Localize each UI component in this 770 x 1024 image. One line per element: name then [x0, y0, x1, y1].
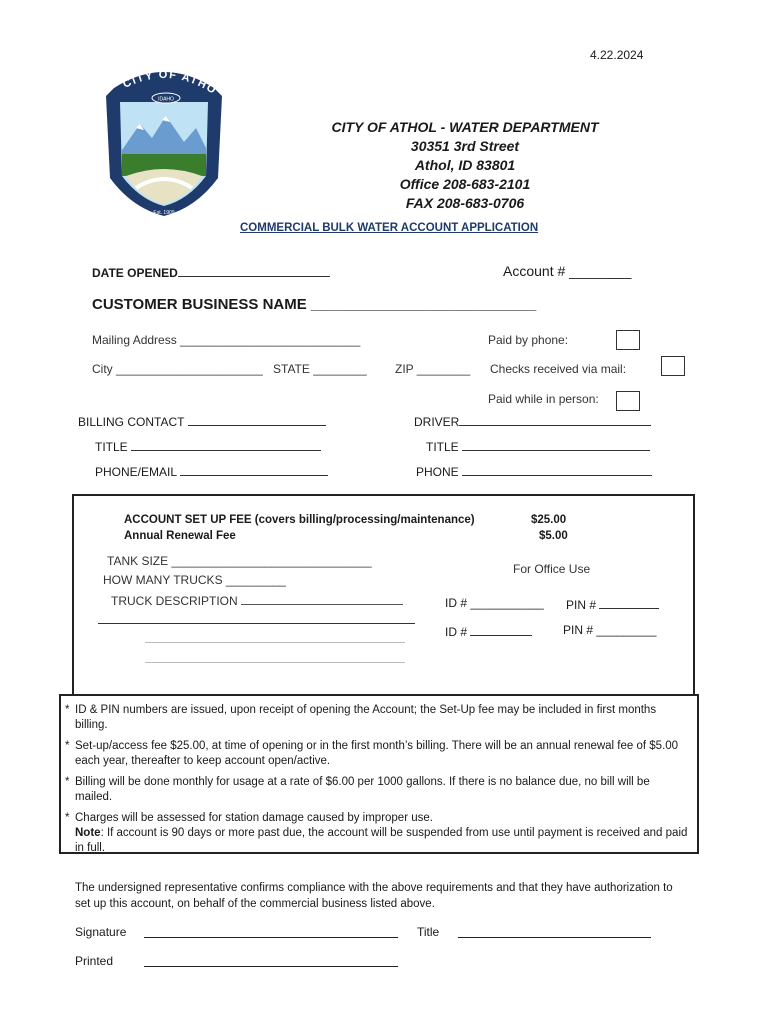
driver-phone-field[interactable]	[416, 463, 652, 479]
city-state-zip: Athol, ID 83801	[414, 157, 516, 173]
renewal-fee-label: Annual Renewal Fee	[124, 530, 236, 542]
confirmation-text: The undersigned representative confirms compliance with the above requirements and that they have authorization to set up this account, on behalf of the commercial business listed above.	[75, 882, 673, 910]
billing-contact-line[interactable]	[188, 413, 326, 426]
svg-text:Est. 1909: Est. 1909	[153, 210, 175, 216]
svg-text:IDAHO: IDAHO	[158, 96, 174, 103]
city-logo	[96, 58, 232, 218]
billing-contact-field[interactable]	[78, 413, 326, 429]
description-line-3[interactable]	[145, 662, 405, 663]
date-opened-label: DATE OPENED	[92, 266, 178, 280]
driver-title-field[interactable]	[426, 438, 650, 454]
setup-fee-label: ACCOUNT SET UP FEE (covers billing/processing/maintenance)	[124, 514, 475, 526]
setup-fee-value: $25.00	[531, 514, 567, 526]
billing-contact-label: BILLING CONTACT	[78, 415, 185, 429]
notes-box	[59, 694, 699, 854]
title-line[interactable]	[458, 937, 651, 938]
driver-title-label: TITLE	[426, 440, 459, 454]
business-name-field[interactable]	[92, 296, 536, 313]
paid-person-label: Paid while in person:	[488, 392, 599, 406]
zip-field[interactable]: ZIP ________	[395, 362, 471, 376]
phone-email-field[interactable]	[95, 463, 328, 479]
office-id-1[interactable]: ID # ___________	[445, 596, 544, 610]
past-due-note: Note: If account is 90 days or more past due, the account will be suspended from use until payment is received and paid in full.	[75, 827, 688, 854]
note-item: * Charges will be assessed for station damage caused by improper use.	[65, 812, 433, 824]
phone-email-line[interactable]	[180, 463, 328, 476]
driver-phone-line[interactable]	[462, 463, 652, 476]
printed-name-line[interactable]	[144, 966, 398, 967]
signature-line[interactable]	[144, 937, 398, 938]
office-pin-1-field[interactable]	[566, 596, 659, 612]
printed-label: Printed	[75, 954, 114, 968]
business-name-label: CUSTOMER BUSINESS NAME ___________________________	[92, 296, 537, 313]
office-id-2-line[interactable]	[470, 623, 532, 636]
paid-phone-label: Paid by phone:	[488, 333, 569, 347]
renewal-fee-value: $5.00	[539, 530, 568, 542]
driver-label: DRIVER	[414, 415, 460, 429]
truck-description-line[interactable]	[241, 592, 403, 605]
title-label: Title	[417, 925, 440, 939]
office-pin-2[interactable]: PIN # _________	[563, 623, 657, 637]
fax-number: FAX 208-683-0706	[405, 195, 525, 211]
office-phone: Office 208-683-2101	[399, 176, 531, 192]
note-item: * Billing will be done monthly for usage at a rate of $6.00 per 1000 gallons. If there is no balance due, no bill will be mailed.	[65, 776, 650, 803]
office-pin-1-line[interactable]	[599, 596, 659, 609]
driver-line[interactable]	[459, 413, 651, 426]
office-use-label: For Office Use	[513, 562, 591, 576]
driver-title-line[interactable]	[462, 438, 650, 451]
form-title: COMMERCIAL BULK WATER ACCOUNT APPLICATION	[240, 222, 539, 234]
street-address: 30351 3rd Street	[410, 138, 520, 154]
driver-field[interactable]	[414, 413, 651, 429]
billing-title-line[interactable]	[131, 438, 321, 451]
note-item: * ID & PIN numbers are issued, upon receipt of opening the Account; the Set-Up fee may be included in first months billing.	[65, 704, 657, 731]
date-opened-line[interactable]	[178, 264, 330, 277]
truck-description-field[interactable]	[111, 592, 403, 608]
state-field[interactable]: STATE ________	[273, 362, 367, 376]
account-number-field[interactable]: Account # ________	[503, 263, 632, 279]
note-item: * Set-up/access fee $25.00, at time of opening or in the first month’s billing. There will be an annual renewal fee of $5.00 each year, thereafter to keep account open/active.	[65, 740, 679, 767]
mailing-address-field[interactable]: Mailing Address ___________________________	[92, 333, 361, 347]
description-line-2[interactable]	[145, 642, 405, 643]
document-date: 4.22.2024	[590, 48, 644, 62]
truck-description-label: TRUCK DESCRIPTION	[111, 594, 238, 608]
office-id-2-field[interactable]	[445, 623, 532, 639]
billing-title-label: TITLE	[95, 440, 128, 454]
svg-text:CITY OF ATHOL: CITY OF ATHO	[121, 68, 219, 98]
phone-email-label: PHONE/EMAIL	[95, 465, 177, 479]
date-opened-field[interactable]	[92, 264, 330, 280]
office-pin-1-label: PIN #	[566, 598, 597, 612]
signature-label: Signature	[75, 925, 127, 939]
checks-mail-checkbox[interactable]	[661, 356, 685, 376]
city-field[interactable]: City ______________________	[92, 362, 263, 376]
billing-title-field[interactable]	[95, 438, 321, 454]
office-id-2-label: ID #	[445, 625, 468, 639]
description-line-1[interactable]	[98, 623, 415, 624]
paid-phone-checkbox[interactable]	[616, 330, 640, 350]
department-name: CITY OF ATHOL - WATER DEPARTMENT	[331, 119, 599, 135]
paid-person-checkbox[interactable]	[616, 391, 640, 411]
checks-mail-label: Checks received via mail:	[490, 362, 627, 376]
driver-phone-label: PHONE	[416, 465, 459, 479]
truck-count-field[interactable]: HOW MANY TRUCKS _________	[103, 573, 286, 587]
tank-size-field[interactable]: TANK SIZE ______________________________	[107, 554, 372, 568]
